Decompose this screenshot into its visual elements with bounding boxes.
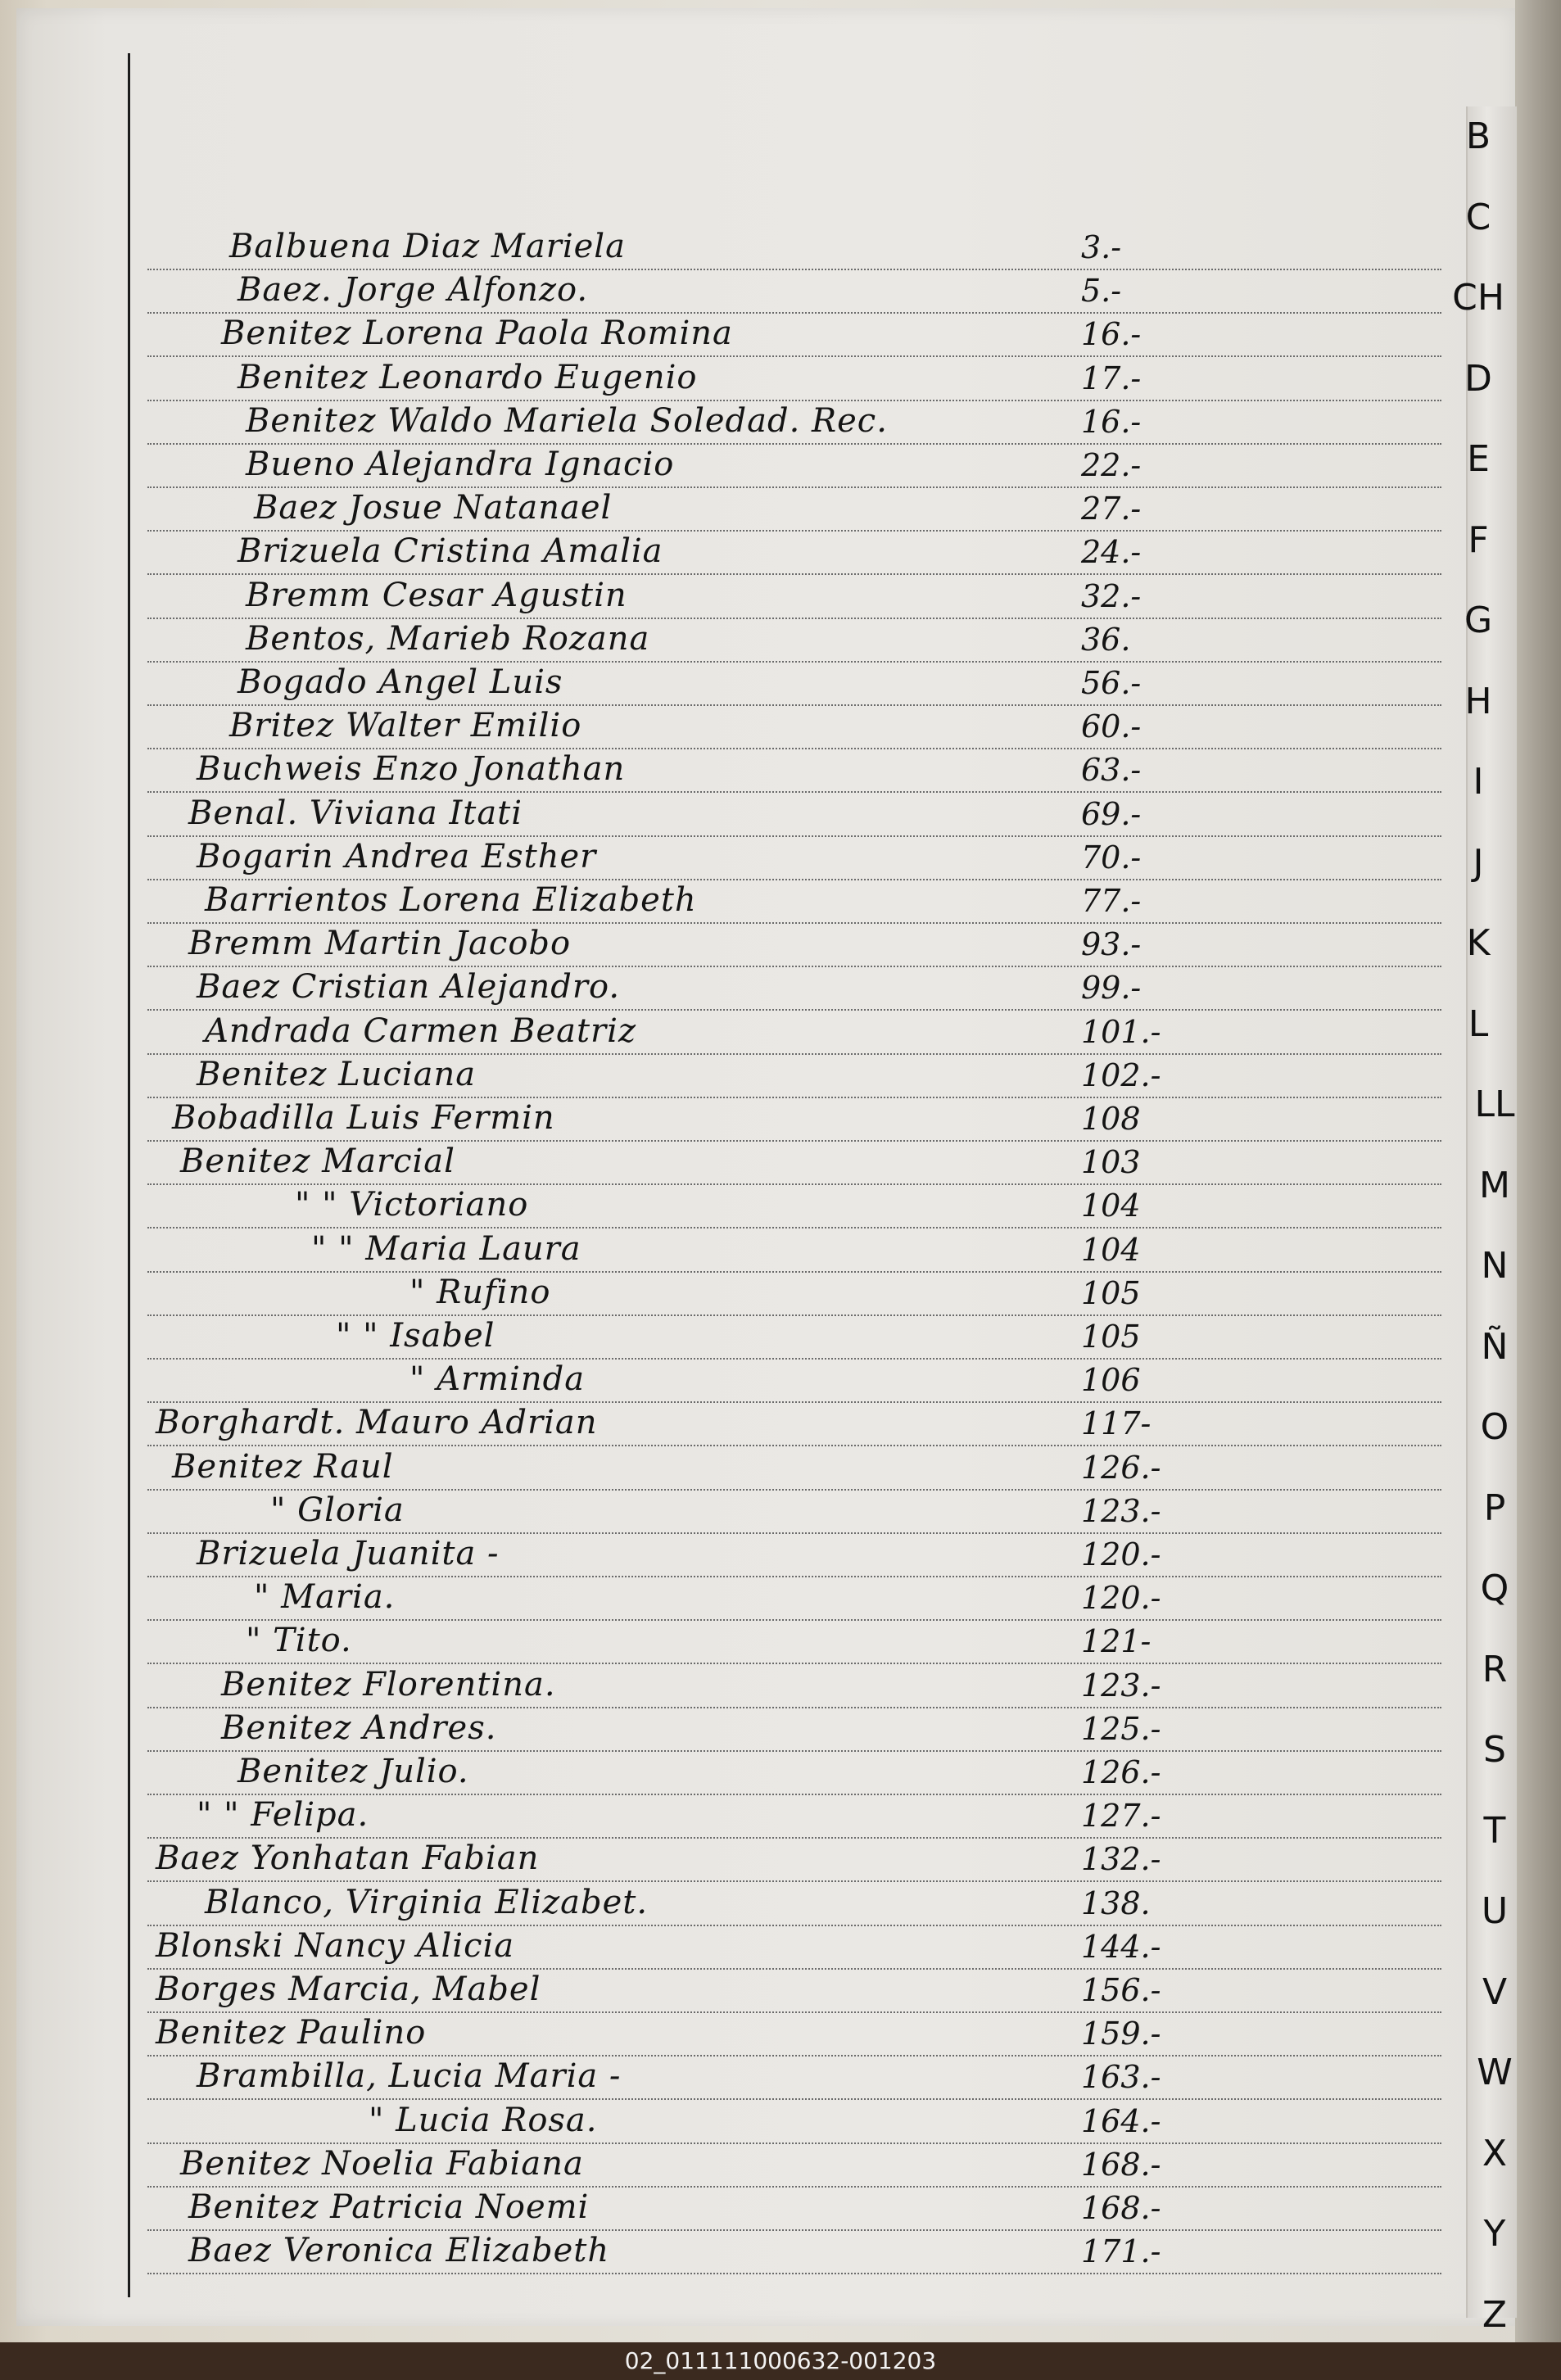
entry-page-number: 120.- <box>1081 1536 1161 1572</box>
index-tab[interactable]: R <box>1482 1648 1508 1690</box>
index-tab[interactable]: Ñ <box>1481 1325 1509 1368</box>
entry-name: Barrientos Lorena Elizabeth <box>205 881 697 919</box>
entry-name: " Rufino <box>409 1273 551 1311</box>
entry-page-number: 60.- <box>1081 708 1142 745</box>
index-tab[interactable]: L <box>1468 1002 1489 1045</box>
entry-page-number: 168.- <box>1081 2146 1161 2183</box>
entry-page-number: 103 <box>1081 1144 1141 1181</box>
index-entry-row <box>147 1971 1441 2013</box>
entry-page-number: 164.- <box>1081 2102 1161 2139</box>
entry-page-number: 27.- <box>1081 491 1142 527</box>
entry-name: " " Felipa. <box>197 1796 369 1835</box>
index-tab[interactable]: C <box>1465 196 1491 238</box>
entry-page-number: 126.- <box>1081 1754 1161 1790</box>
index-entry-row <box>147 1186 1441 1228</box>
entry-page-number: 159.- <box>1081 2016 1161 2052</box>
index-entry-row <box>147 1796 1441 1839</box>
entry-page-number: 69.- <box>1081 795 1142 832</box>
index-tab[interactable]: Y <box>1483 2213 1506 2255</box>
index-tab[interactable]: F <box>1468 518 1489 561</box>
entry-page-number: 93.- <box>1081 926 1142 963</box>
entry-page-number: 125.- <box>1081 1710 1161 1747</box>
entry-page-number: 171.- <box>1081 2233 1161 2270</box>
index-tab[interactable]: Z <box>1482 2293 1508 2336</box>
entry-page-number: 123.- <box>1081 1492 1161 1529</box>
entry-page-number: 63.- <box>1081 752 1142 789</box>
entry-name: Benitez Marcial <box>180 1142 455 1181</box>
index-entry-row <box>147 1927 1441 1970</box>
index-tab[interactable]: H <box>1464 680 1492 722</box>
entry-name: Benitez Florentina. <box>221 1665 556 1704</box>
entry-page-number: 24.- <box>1081 534 1142 571</box>
entry-page-number: 123.- <box>1081 1667 1161 1704</box>
entry-page-number: 121- <box>1081 1623 1152 1660</box>
index-tab[interactable]: B <box>1465 115 1491 157</box>
index-entry-row <box>147 750 1441 793</box>
entry-page-number: 70.- <box>1081 839 1142 876</box>
index-tab[interactable]: W <box>1477 2052 1513 2093</box>
entry-name: Benitez Luciana <box>197 1055 477 1093</box>
entry-name: Borges Marcia, Mabel <box>156 1971 541 2008</box>
entry-page-number: 126.- <box>1081 1449 1161 1486</box>
index-tab[interactable]: D <box>1464 357 1492 400</box>
entry-page-number: 36. <box>1081 621 1131 658</box>
entry-page-number: 106 <box>1081 1362 1141 1399</box>
entry-name: Benitez Leonardo Eugenio <box>238 358 698 396</box>
index-tab[interactable]: G <box>1464 600 1493 641</box>
entry-page-number: 101.- <box>1081 1013 1161 1050</box>
index-entry-row <box>147 446 1441 488</box>
entry-page-number: 56.- <box>1081 665 1142 701</box>
entry-name: Brizuela Juanita - <box>197 1535 500 1572</box>
index-entry-row <box>147 881 1441 924</box>
index-entry-row <box>147 1753 1441 1795</box>
entry-name: Blonski Nancy Alicia <box>156 1926 515 1965</box>
index-tab[interactable]: U <box>1481 1890 1509 1932</box>
index-entry-row <box>147 707 1441 749</box>
index-tab[interactable]: LL <box>1474 1084 1515 1125</box>
index-entry-row <box>147 1142 1441 1185</box>
index-tab[interactable]: S <box>1483 1729 1506 1771</box>
index-entry-row <box>147 1360 1441 1403</box>
entry-page-number: 105 <box>1081 1274 1141 1311</box>
entry-page-number: 5.- <box>1081 273 1122 310</box>
index-entry-row <box>147 1099 1441 1142</box>
entry-page-number: 32.- <box>1081 577 1142 614</box>
entry-name: Benitez Lorena Paola Romina <box>221 314 733 353</box>
entry-name: " Arminda <box>409 1360 586 1399</box>
index-entry-row <box>147 228 1441 270</box>
entry-name: Bogarin Andrea Esther <box>197 837 597 876</box>
entry-name: Benitez Waldo Mariela Soledad. Rec. <box>246 401 888 440</box>
index-tab[interactable]: J <box>1473 841 1484 884</box>
image-caption: 02_011111000632-001203 <box>624 2347 937 2374</box>
entry-name: Benitez Paulino <box>156 2014 427 2052</box>
index-entry-row <box>147 2102 1441 2144</box>
index-tab[interactable]: T <box>1483 1809 1506 1852</box>
entry-name: " " Victoriano <box>295 1186 529 1224</box>
entry-page-number: 16.- <box>1081 403 1142 440</box>
index-entry-row <box>147 1230 1441 1273</box>
entry-name: Benitez Andres. <box>221 1708 497 1747</box>
entry-page-number: 99.- <box>1081 970 1142 1007</box>
entry-name: " " Isabel <box>336 1317 495 1355</box>
ledger-page <box>16 8 1515 2336</box>
entry-page-number: 104 <box>1081 1188 1141 1224</box>
index-entry-row <box>147 1012 1441 1055</box>
index-tab[interactable]: N <box>1481 1245 1509 1287</box>
index-entry-row <box>147 577 1441 619</box>
index-entry-row <box>147 2188 1441 2231</box>
entry-page-number: 22.- <box>1081 447 1142 483</box>
entry-page-number: 144.- <box>1081 1928 1161 1965</box>
index-entry-row <box>147 1535 1441 1577</box>
entry-page-number: 16.- <box>1081 316 1142 353</box>
index-entry-row <box>147 1274 1441 1316</box>
entry-page-number: 104 <box>1081 1231 1141 1268</box>
entry-name: Benitez Julio. <box>238 1753 469 1790</box>
index-tab[interactable]: E <box>1467 438 1490 480</box>
index-entry-row <box>147 925 1441 967</box>
index-entry-row <box>147 402 1441 445</box>
entry-page-number: 17.- <box>1081 360 1142 396</box>
entry-name: Brambilla, Lucia Maria - <box>197 2057 622 2096</box>
margin-line <box>128 53 130 2297</box>
index-entry-row <box>147 1056 1441 1098</box>
index-entry-row <box>147 359 1441 401</box>
index-entry-row <box>147 1709 1441 1752</box>
entry-name: Bueno Alejandra Ignacio <box>246 446 675 483</box>
index-tab[interactable]: P <box>1483 1486 1506 1529</box>
entry-name: Baez Veronica Elizabeth <box>188 2232 610 2270</box>
index-entry-row <box>147 2145 1441 2188</box>
index-entry-row <box>147 620 1441 663</box>
entry-page-number: 163.- <box>1081 2059 1161 2096</box>
index-tab[interactable]: K <box>1466 922 1491 964</box>
entry-name: Bobadilla Luis Fermin <box>172 1099 555 1137</box>
index-entry-row <box>147 271 1441 314</box>
index-tab[interactable]: M <box>1479 1164 1510 1206</box>
entry-name: Buchweis Enzo Jonathan <box>197 750 626 789</box>
index-entry-row <box>147 663 1441 706</box>
entry-page-number: 105 <box>1081 1319 1141 1355</box>
entry-name: Brizuela Cristina Amalia <box>238 532 663 571</box>
entry-name: Britez Walter Emilio <box>229 707 582 745</box>
index-entry-row <box>147 2057 1441 2100</box>
index-tab[interactable]: Q <box>1480 1568 1509 1609</box>
entry-page-number: 3.- <box>1081 229 1122 265</box>
index-entry-row <box>147 1839 1441 1882</box>
entry-name: " Maria. <box>254 1578 396 1617</box>
entry-name: Bogado Angel Luis <box>238 663 563 701</box>
entry-name: Borghardt. Mauro Adrian <box>156 1404 598 1442</box>
entry-name: Bremm Martin Jacobo <box>188 925 572 963</box>
entry-name: Benitez Noelia Fabiana <box>180 2144 584 2183</box>
index-entry-row <box>147 2014 1441 2056</box>
index-entry-row <box>147 1884 1441 1926</box>
index-entry-row <box>147 1578 1441 1621</box>
index-entry-row <box>147 1317 1441 1360</box>
entry-page-number: 127.- <box>1081 1798 1161 1835</box>
entry-name: Baez Yonhatan Fabian <box>156 1839 540 1878</box>
entry-page-number: 138. <box>1081 1885 1151 1921</box>
entry-name: " Lucia Rosa. <box>369 2101 598 2139</box>
entry-name: " Tito. <box>246 1622 352 1660</box>
index-tab[interactable]: CH <box>1452 277 1504 319</box>
entry-name: Balbuena Diaz Mariela <box>229 228 626 265</box>
entry-page-number: 156.- <box>1081 1972 1161 2008</box>
index-entry-row <box>147 532 1441 575</box>
entry-page-number: 102.- <box>1081 1057 1161 1093</box>
entry-name: Benal. Viviana Itati <box>188 794 523 832</box>
index-entry-row <box>147 794 1441 837</box>
index-entry-row <box>147 1404 1441 1446</box>
entry-page-number: 117- <box>1081 1405 1152 1442</box>
entry-name: " " Maria Laura <box>311 1229 581 1268</box>
index-entry-row <box>147 314 1441 357</box>
index-tab[interactable]: O <box>1480 1406 1509 1448</box>
index-entry-row <box>147 1448 1441 1491</box>
index-entry-row <box>147 489 1441 532</box>
entry-name: Baez. Jorge Alfonzo. <box>238 271 589 310</box>
index-entry-row <box>147 1622 1441 1664</box>
index-entry-row <box>147 968 1441 1011</box>
index-entry-row <box>147 1491 1441 1534</box>
entry-name: Baez Josue Natanael <box>254 489 613 527</box>
entry-name: Bremm Cesar Agustin <box>246 576 627 614</box>
index-tab[interactable]: I <box>1473 761 1484 803</box>
entry-page-number: 108 <box>1081 1101 1141 1137</box>
entry-name: Baez Cristian Alejandro. <box>197 968 621 1007</box>
index-tab[interactable]: X <box>1482 2132 1508 2174</box>
entry-name: " Gloria <box>270 1491 405 1529</box>
index-entry-row <box>147 838 1441 880</box>
entry-name: Bentos, Marieb Rozana <box>246 619 650 658</box>
entry-name: Benitez Patricia Noemi <box>188 2188 590 2226</box>
index-tab[interactable]: V <box>1482 1971 1508 2013</box>
entry-name: Benitez Raul <box>172 1447 394 1486</box>
entry-name: Andrada Carmen Beatriz <box>205 1011 637 1050</box>
index-entry-row <box>147 2232 1441 2274</box>
entry-page-number: 77.- <box>1081 883 1142 919</box>
entry-page-number: 168.- <box>1081 2190 1161 2226</box>
entry-page-number: 120.- <box>1081 1580 1161 1617</box>
entry-page-number: 132.- <box>1081 1841 1161 1878</box>
index-entry-row <box>147 1666 1441 1708</box>
entry-name: Blanco, Virginia Elizabet. <box>205 1883 649 1921</box>
